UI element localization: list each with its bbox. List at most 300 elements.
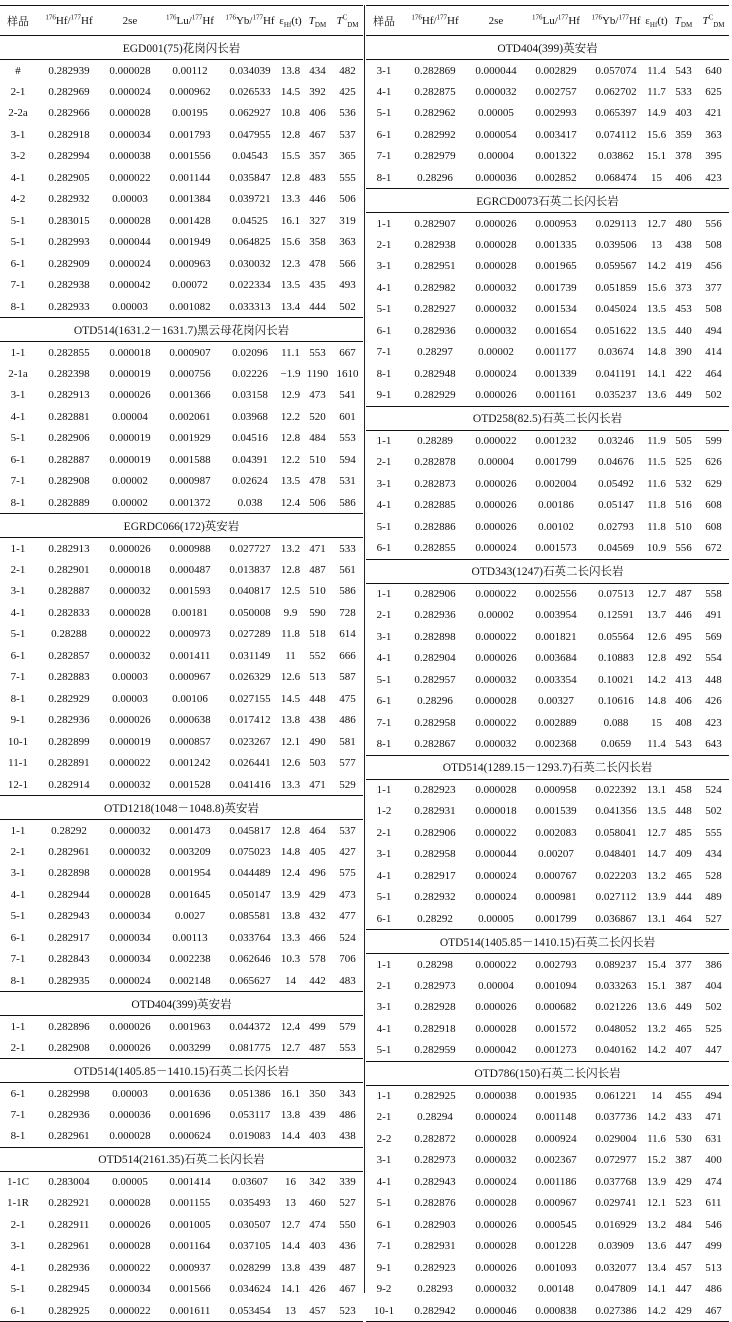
cell-hf-ratio: 0.282909 [48, 257, 90, 270]
cell-ehf: 12.4 [280, 496, 301, 509]
cell-hf-ratio: 0.282932 [48, 193, 90, 206]
cell-hf-ratio: 0.282906 [414, 826, 456, 839]
cell-sample: 6-1 [0, 1300, 36, 1322]
section-header-row [366, 1061, 729, 1085]
cell-hf-ratio: 0.28296 [417, 695, 453, 708]
cell-lu-ratio: 0.00113 [172, 931, 208, 944]
cell-yb-ratio: 0.057074 [595, 64, 637, 77]
cell-sample: 3-1 [376, 477, 392, 490]
cell-tdm: 447 [675, 1283, 692, 1296]
cell-sample: 2-1 [10, 85, 26, 98]
cell-yb-ratio: 0.10616 [598, 695, 634, 708]
cell-hf-ratio: 0.282994 [48, 150, 90, 163]
cell-hf-ratio: 0.282885 [414, 499, 456, 512]
cell-2se: 0.000028 [109, 214, 151, 227]
cell-sample: 8-1 [376, 738, 392, 750]
cell-tdm: 449 [675, 1001, 692, 1014]
cell-tcdm: 1610 [336, 367, 359, 380]
cell-lu-ratio: 0.000967 [169, 671, 211, 684]
cell-yb-ratio: 0.04676 [598, 456, 634, 469]
cell-tcdm: 527 [705, 912, 722, 925]
cell-tdm: 387 [675, 1154, 692, 1167]
cell-sample: 3-1 [376, 1154, 392, 1167]
cell-hf-ratio: 0.282929 [414, 389, 456, 401]
cell-2se: 0.000022 [109, 628, 151, 641]
cell-tcdm: 363 [339, 236, 356, 249]
cell-tcdm: 550 [339, 1218, 356, 1231]
cell-tcdm: 553 [339, 1041, 356, 1054]
section-header-row [366, 930, 729, 954]
cell-lu-ratio: 0.002083 [535, 826, 577, 839]
cell-tdm: 426 [309, 1283, 326, 1296]
cell-lu-ratio: 0.000624 [169, 1130, 211, 1142]
cell-yb-ratio: 0.045817 [229, 824, 271, 837]
cell-yb-ratio: 0.033313 [229, 300, 271, 313]
cell-tdm: 392 [309, 85, 326, 98]
cell-2se: 0.000026 [109, 1041, 151, 1054]
cell-hf-ratio: 0.282959 [414, 1044, 456, 1056]
cell-sample: 3-1 [10, 867, 26, 880]
cell-sample: 5-1 [10, 236, 26, 249]
table-row [366, 60, 729, 82]
cell-2se: 0.000028 [109, 1130, 151, 1142]
cell-sample: 1-1 [376, 958, 392, 971]
cell-ehf: 13.3 [280, 931, 301, 944]
cell-tdm: 505 [675, 435, 692, 447]
cell-tcdm: 386 [705, 958, 722, 971]
cell-2se: 0.000022 [109, 171, 151, 184]
cell-yb-ratio: 0.051622 [595, 324, 637, 337]
cell-hf-ratio: 0.282891 [48, 757, 90, 770]
cell-sample: 3-1 [10, 585, 26, 598]
cell-lu-ratio: 0.001242 [169, 757, 211, 770]
cell-tcdm: 528 [705, 869, 722, 882]
cell-ehf: 14.4 [280, 1130, 301, 1142]
cell-hf-ratio: 0.282921 [48, 1197, 90, 1210]
cell-lu-ratio: 0.000981 [535, 891, 577, 904]
table-row [0, 167, 363, 189]
cell-2se: 0.000036 [109, 1108, 151, 1121]
cell-ehf: 13.2 [646, 1022, 667, 1035]
cell-tcdm: 706 [339, 953, 356, 966]
cell-yb-ratio: 0.022334 [229, 279, 271, 292]
cell-sample: 8-1 [10, 300, 26, 313]
cell-tdm: 446 [675, 609, 692, 622]
cell-sample: 4-1 [376, 85, 392, 98]
cell-2se: 0.000028 [475, 695, 517, 708]
cell-tcdm: 667 [339, 346, 356, 359]
cell-2se: 0.000044 [475, 64, 517, 77]
cell-tcdm: 486 [705, 1283, 722, 1296]
section-header-row [366, 406, 729, 430]
cell-yb-ratio: 0.047809 [595, 1283, 637, 1296]
cell-lu-ratio: 0.001411 [169, 649, 211, 662]
section-title: EGRCD0073石英二长闪长岩 [366, 189, 729, 213]
cell-hf-ratio: 0.282943 [48, 910, 90, 923]
cell-2se: 0.000022 [475, 630, 517, 643]
cell-tcdm: 611 [705, 1197, 722, 1210]
cell-2se: 0.000026 [475, 1261, 517, 1274]
cell-lu-ratio: 0.001384 [169, 193, 211, 206]
cell-yb-ratio: 0.04543 [232, 150, 268, 163]
cell-2se: 0.000044 [475, 848, 517, 861]
cell-lu-ratio: 0.002004 [535, 477, 577, 490]
cell-sample: 5-1 [10, 910, 26, 923]
column-divider [364, 5, 365, 1293]
cell-2se: 0.000032 [109, 824, 151, 837]
cell-ehf: 12.1 [646, 1197, 667, 1210]
cell-2se: 0.000028 [109, 1197, 151, 1210]
cell-tdm: 460 [309, 1197, 326, 1210]
cell-sample: 3-1 [10, 1240, 26, 1253]
cell-yb-ratio: 0.03246 [598, 435, 634, 447]
cell-lu-ratio: 0.001645 [169, 888, 211, 901]
cell-tdm: 453 [675, 303, 692, 316]
cell-lu-ratio: 0.000487 [169, 563, 211, 576]
cell-tcdm: 558 [705, 588, 722, 600]
cell-yb-ratio: 0.02096 [232, 346, 268, 359]
cell-tdm: 530 [675, 1132, 692, 1145]
cell-lu-ratio: 0.002993 [535, 107, 577, 120]
cell-lu-ratio: 0.001534 [535, 303, 577, 316]
header-tcdm: $T^C_{DM}$ [698, 6, 729, 36]
cell-sample: 2-1a [8, 367, 28, 380]
cell-2se: 0.000022 [475, 826, 517, 839]
cell-yb-ratio: 0.021226 [595, 1001, 637, 1014]
cell-tdm: 327 [309, 214, 326, 227]
cell-lu-ratio: 0.001186 [535, 1175, 577, 1188]
table-row [366, 583, 729, 605]
cell-ehf: 13.1 [646, 912, 667, 925]
cell-tdm: 439 [309, 1108, 326, 1121]
cell-lu-ratio: 0.00207 [538, 848, 574, 861]
cell-tcdm: 494 [705, 324, 722, 337]
cell-tcdm: 508 [705, 303, 722, 316]
cell-lu-ratio: 0.000988 [169, 542, 211, 555]
cell-tdm: 513 [309, 671, 326, 684]
cell-ehf: 12.7 [646, 217, 667, 230]
cell-sample: 1-1 [376, 217, 392, 230]
cell-hf-ratio: 0.282936 [414, 324, 456, 337]
cell-sample: 7-1 [376, 1240, 392, 1253]
cell-2se: 0.000032 [475, 85, 517, 98]
cell-hf-ratio: 0.282933 [48, 300, 90, 313]
table-row [0, 927, 363, 949]
cell-tdm: 490 [309, 735, 326, 748]
cell-lu-ratio: 0.001954 [169, 867, 211, 880]
section-header-row [0, 318, 363, 342]
cell-tdm: 464 [309, 824, 326, 837]
cell-ehf: 15.4 [646, 958, 667, 971]
cell-ehf: 12.6 [280, 757, 301, 770]
cell-2se: 0.000024 [475, 869, 517, 882]
cell-hf-ratio: 0.282833 [48, 606, 90, 619]
cell-lu-ratio: 0.002889 [535, 716, 577, 729]
cell-hf-ratio: 0.282982 [414, 281, 456, 294]
cell-hf-ratio: 0.282938 [48, 279, 90, 292]
cell-yb-ratio: 0.047955 [229, 128, 271, 141]
cell-hf-ratio: 0.282855 [48, 346, 90, 359]
section-header-row [366, 755, 729, 779]
cell-yb-ratio: 0.10883 [598, 652, 634, 665]
cell-hf-ratio: 0.282887 [48, 585, 90, 598]
cell-2se: 0.000026 [109, 1218, 151, 1231]
cell-yb-ratio: 0.032077 [595, 1261, 637, 1274]
cell-hf-ratio: 0.282918 [414, 1022, 456, 1035]
cell-ehf: 11.8 [281, 628, 300, 641]
cell-2se: 0.000032 [475, 281, 517, 294]
cell-yb-ratio: 0.041191 [595, 367, 637, 380]
section-header-row [0, 1059, 363, 1083]
cell-tcdm: 513 [705, 1261, 722, 1274]
cell-yb-ratio: 0.023267 [229, 735, 271, 748]
cell-lu-ratio: 0.002829 [535, 64, 577, 77]
table-row [0, 1104, 363, 1126]
cell-tcdm: 491 [705, 609, 722, 622]
cell-tcdm: 555 [705, 826, 722, 839]
cell-tcdm: 434 [705, 848, 722, 861]
table-row [0, 406, 363, 428]
cell-ehf: 11 [285, 649, 296, 662]
cell-yb-ratio: 0.050008 [229, 606, 271, 619]
cell-lu-ratio: 0.001082 [169, 300, 211, 313]
cell-tdm: 438 [675, 238, 692, 251]
cell-ehf: 12.8 [280, 432, 301, 445]
cell-yb-ratio: 0.041356 [595, 805, 637, 818]
cell-ehf: 13.6 [646, 1240, 667, 1253]
cell-sample: 8-1 [10, 496, 26, 509]
cell-hf-ratio: 0.282993 [48, 236, 90, 249]
cell-sample: 5-1 [10, 628, 26, 641]
cell-hf-ratio: 0.282898 [414, 630, 456, 643]
cell-lu-ratio: 0.001799 [535, 912, 577, 925]
cell-2se: 0.000032 [109, 845, 151, 858]
cell-tcdm: 502 [339, 300, 356, 313]
table-row [0, 81, 363, 103]
cell-yb-ratio: 0.044489 [229, 867, 271, 880]
header-row [0, 6, 363, 36]
cell-ehf: 16.1 [280, 1087, 301, 1100]
cell-sample: 7-1 [10, 671, 26, 684]
table-row [366, 779, 729, 801]
cell-tdm: 429 [669, 1300, 698, 1322]
cell-2se: 0.000032 [475, 738, 517, 750]
cell-yb-ratio: 0.062702 [595, 85, 637, 98]
cell-lu-ratio: 0.0027 [174, 910, 206, 923]
cell-2se: 0.000022 [475, 588, 517, 600]
cell-sample: 2-1 [10, 1041, 26, 1054]
table-row [366, 734, 729, 756]
cell-lu-ratio: 0.00195 [172, 107, 208, 120]
table-row [0, 1257, 363, 1279]
cell-hf-ratio: 0.282992 [414, 128, 456, 141]
cell-yb-ratio: 0.019083 [229, 1130, 271, 1142]
cell-ehf: 13.9 [646, 891, 667, 904]
cell-tdm: 357 [309, 150, 326, 163]
cell-lu-ratio: 0.000756 [169, 367, 211, 380]
cell-tdm: 342 [309, 1176, 326, 1188]
cell-yb-ratio: 0.04569 [598, 542, 634, 554]
cell-tdm: 480 [675, 217, 692, 230]
cell-sample: 5-1 [376, 107, 392, 120]
cell-lu-ratio: 0.003417 [535, 128, 577, 141]
cell-tdm: 487 [309, 1041, 326, 1054]
table-row [366, 167, 729, 189]
cell-tcdm: 471 [705, 1111, 722, 1124]
cell-tcdm: 577 [339, 757, 356, 770]
cell-lu-ratio: 0.001573 [535, 542, 577, 554]
cell-2se: 0.000026 [109, 714, 151, 727]
cell-tdm: 474 [309, 1218, 326, 1231]
table-row [0, 449, 363, 471]
table-row [0, 385, 363, 407]
cell-ehf: 12.1 [280, 735, 301, 748]
cell-ehf: 12.2 [280, 410, 301, 423]
cell-hf-ratio: 0.282936 [48, 1261, 90, 1274]
table-row [0, 60, 363, 82]
cell-hf-ratio: 0.282843 [48, 953, 90, 966]
cell-2se: 0.000018 [109, 563, 151, 576]
cell-ehf: 14.4 [280, 1240, 301, 1253]
table-row [366, 844, 729, 866]
cell-sample: 4-1 [376, 1022, 392, 1035]
cell-yb-ratio: 0.058041 [595, 826, 637, 839]
cell-tcdm: 436 [339, 1240, 356, 1253]
cell-2se: 0.000018 [109, 346, 151, 359]
cell-lu-ratio: 0.001372 [169, 496, 211, 509]
cell-tdm: 358 [309, 236, 326, 249]
cell-2se: 0.000026 [475, 389, 517, 401]
cell-2se: 0.000026 [475, 520, 517, 533]
cell-lu-ratio: 0.000958 [535, 784, 577, 796]
cell-tdm: 439 [309, 1261, 326, 1274]
cell-tcdm: 438 [339, 1130, 356, 1142]
cell-tdm: 532 [675, 477, 692, 490]
table-row [0, 602, 363, 624]
cell-2se: 0.000022 [102, 1300, 158, 1322]
cell-2se: 0.00003 [112, 692, 148, 705]
cell-lu-ratio: 0.002793 [535, 958, 577, 971]
cell-lu-ratio: 0.001739 [535, 281, 577, 294]
table-row [366, 1150, 729, 1172]
cell-yb-ratio: 0.062927 [229, 107, 271, 120]
cell-tcdm: 493 [339, 279, 356, 292]
section-header-row [0, 514, 363, 538]
cell-ehf: 15.1 [646, 979, 667, 992]
cell-yb-ratio: 0.053454 [222, 1300, 278, 1322]
cell-sample: # [15, 64, 21, 77]
table-row [366, 1040, 729, 1062]
table-row [366, 1171, 729, 1193]
cell-hf-ratio: 0.282935 [48, 974, 90, 987]
table-row [366, 1236, 729, 1258]
cell-hf-ratio: 0.282913 [48, 389, 90, 402]
table-row [0, 363, 363, 385]
cell-sample: 2-1 [10, 1218, 26, 1231]
cell-hf-ratio: 0.282962 [414, 107, 456, 120]
cell-2se: 0.000024 [109, 85, 151, 98]
cell-ehf: 15.5 [280, 150, 301, 163]
cell-tcdm: 489 [705, 891, 722, 904]
cell-tcdm: 541 [339, 389, 356, 402]
cell-2se: 0.000028 [109, 606, 151, 619]
cell-tcdm: 643 [705, 738, 722, 750]
cell-tdm: 406 [675, 695, 692, 708]
table-row [366, 342, 729, 364]
cell-ehf: 12.2 [280, 453, 301, 466]
table-row [366, 954, 729, 976]
cell-tcdm: 414 [705, 346, 722, 359]
header-yb-ratio: $^{176}$Yb/$^{177}$Hf [588, 6, 644, 36]
cell-tcdm: 525 [705, 1022, 722, 1035]
cell-tdm: 440 [675, 324, 692, 337]
table-body-right [366, 36, 729, 1322]
table-row [0, 667, 363, 689]
cell-tcdm: 586 [339, 585, 356, 598]
table-row [0, 1193, 363, 1215]
cell-sample: 2-1 [10, 845, 26, 858]
cell-yb-ratio: 0.028299 [229, 1261, 271, 1274]
cell-lu-ratio: 0.00148 [538, 1283, 574, 1296]
cell-2se: 0.000042 [109, 279, 151, 292]
cell-ehf: 14.7 [646, 848, 667, 861]
cell-hf-ratio: 0.282958 [414, 848, 456, 861]
cell-tcdm: 425 [339, 85, 356, 98]
cell-lu-ratio: 0.001161 [535, 389, 577, 401]
cell-2se: 0.000028 [109, 1240, 151, 1253]
table-row [0, 253, 363, 275]
section-title: OTD514(1631.2－1631.7)黑云母花岗闪长岩 [0, 318, 363, 342]
cell-tcdm: 474 [705, 1175, 722, 1188]
cell-tdm: 516 [675, 499, 692, 512]
cell-yb-ratio: 0.036867 [595, 912, 637, 925]
cell-sample: 4-1 [10, 888, 26, 901]
cell-2se: 0.000028 [475, 1240, 517, 1253]
cell-hf-ratio: 0.28296 [417, 171, 453, 184]
cell-hf-ratio: 0.282979 [414, 150, 456, 163]
cell-2se: 0.000024 [475, 1175, 517, 1188]
cell-lu-ratio: 0.001144 [169, 171, 211, 184]
cell-tcdm: 537 [339, 824, 356, 837]
cell-hf-ratio: 0.282855 [414, 542, 456, 554]
cell-yb-ratio: 0.038 [237, 496, 263, 509]
cell-sample: 5-1 [10, 214, 26, 227]
cell-ehf: 13.5 [280, 475, 301, 488]
cell-yb-ratio: 0.027112 [595, 891, 637, 904]
cell-yb-ratio: 0.053117 [229, 1108, 271, 1121]
table-row [366, 1300, 729, 1322]
cell-ehf: 13.9 [646, 1175, 667, 1188]
cell-2se: 0.00005 [478, 912, 514, 925]
cell-sample: 7-1 [376, 150, 392, 163]
cell-2se: 0.00002 [478, 346, 514, 359]
cell-sample: 1-1 [10, 346, 26, 359]
cell-yb-ratio: 0.02226 [232, 367, 268, 380]
table-row [0, 645, 363, 667]
cell-2se: 0.000028 [475, 784, 517, 796]
cell-sample: 3-1 [376, 260, 392, 273]
cell-tcdm: 448 [705, 673, 722, 686]
cell-ehf: 12.8 [646, 652, 667, 665]
cell-ehf: 14.1 [280, 1283, 301, 1296]
cell-hf-ratio: 0.282896 [48, 1020, 90, 1033]
table-row [366, 865, 729, 887]
cell-hf-ratio: 0.282886 [414, 520, 456, 533]
cell-tcdm: 586 [339, 496, 356, 509]
cell-sample: 8-1 [10, 1130, 26, 1142]
cell-tdm: 359 [675, 128, 692, 141]
cell-2se: 0.00004 [478, 979, 514, 992]
